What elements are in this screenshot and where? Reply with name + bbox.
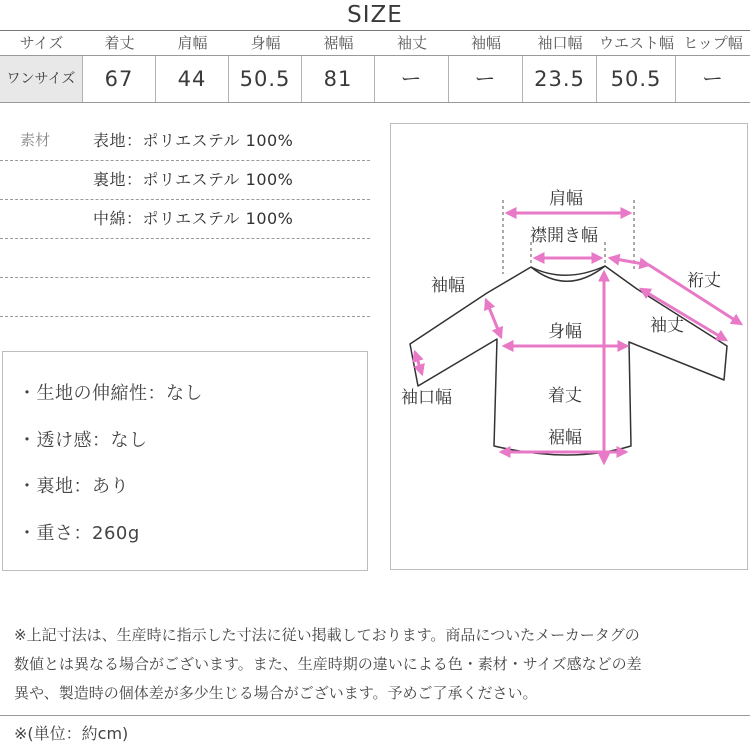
material-padding: 中綿：ポリエステル 100% <box>93 209 294 228</box>
header-sleeve-width: 袖幅 <box>470 34 501 52</box>
size-table-row <box>0 55 750 103</box>
yuki-arrow-upper <box>610 258 649 265</box>
material-row <box>0 122 370 161</box>
property-weight: ・重さ：260g <box>18 523 140 544</box>
properties-box <box>2 351 368 571</box>
label-sleeve-length: 袖丈 <box>650 316 684 336</box>
label-yuki: 裄丈 <box>687 271 721 291</box>
header-hem-width: 裾幅 <box>323 34 354 52</box>
cell-shoulder: 44 <box>156 56 229 102</box>
cell-hip-width: ー <box>702 67 724 91</box>
label-length: 着丈 <box>548 386 582 406</box>
note-line: 数値とは異なる場合がございます。また、生産時期の違いによる色・素材・サイズ感などの差 <box>14 655 642 673</box>
label-neck: 襟開き幅 <box>530 226 598 246</box>
note-line: 異や、製造時の個体差が多少生じる場合がございます。予めご了承ください。 <box>14 684 538 702</box>
note-line: ※上記寸法は、生産時に指示した寸法に従い掲載しております。商品についたメーカータグの <box>14 626 640 644</box>
header-cuff-width: 袖口幅 <box>537 34 583 52</box>
header-shoulder: 肩幅 <box>177 34 208 52</box>
header-waist-width: ウエスト幅 <box>598 34 674 52</box>
label-sleeve-width: 袖幅 <box>431 276 465 296</box>
notes <box>14 621 744 708</box>
header-size: サイズ <box>19 34 64 52</box>
cell-size: ワンサイズ <box>0 56 83 102</box>
cell-hem-width: 81 <box>302 56 375 102</box>
size-table <box>0 31 750 103</box>
measurement-diagram <box>390 123 748 570</box>
header-hip-width: ヒップ幅 <box>683 34 743 52</box>
unit-divider <box>0 715 750 716</box>
label-shoulder: 肩幅 <box>549 189 583 209</box>
material-row-empty <box>0 278 370 317</box>
material-lining: 裏地：ポリエステル 100% <box>93 170 294 189</box>
material-row-empty <box>0 239 370 278</box>
label-hem: 裾幅 <box>548 428 582 448</box>
cell-sleeve-length: ー <box>375 56 449 102</box>
material-outer: 表地：ポリエステル 100% <box>93 131 294 150</box>
property-stretch: ・生地の伸縮性：なし <box>18 383 203 404</box>
label-body-width: 身幅 <box>548 322 582 342</box>
material-row <box>0 200 370 239</box>
header-length: 着丈 <box>104 34 135 52</box>
property-lining: ・裏地：あり <box>18 476 129 497</box>
material-section <box>0 122 370 317</box>
header-sleeve-length: 袖丈 <box>396 34 427 52</box>
page-title: SIZE <box>347 2 403 28</box>
material-row <box>0 161 370 200</box>
material-label: 素材 <box>20 131 51 149</box>
unit-note: ※(単位：約cm) <box>14 724 129 743</box>
cell-length: 67 <box>83 56 156 102</box>
cell-body-width: 50.5 <box>229 56 302 102</box>
header-body-width: 身幅 <box>250 34 281 52</box>
size-table-header <box>0 31 750 55</box>
cell-cuff-width: 23.5 <box>523 56 597 102</box>
cell-sleeve-width: ー <box>449 56 523 102</box>
property-sheerness: ・透け感：なし <box>18 430 148 451</box>
cell-waist-width: 50.5 <box>597 56 676 102</box>
label-cuff: 袖口幅 <box>401 388 452 408</box>
garment-illustration <box>391 124 749 571</box>
